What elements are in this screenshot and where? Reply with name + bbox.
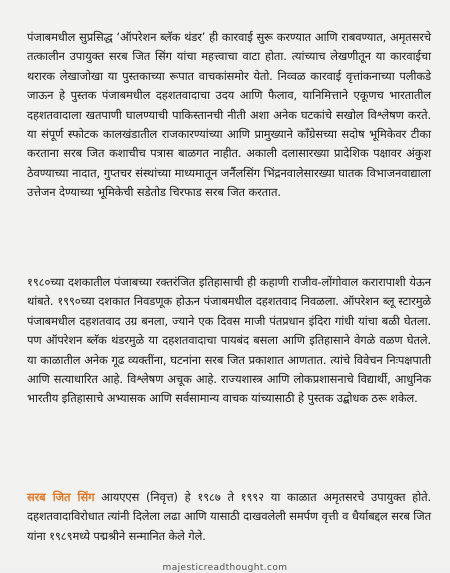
blurb-paragraph-2: १९८०च्या दशकातील पंजाबच्या रक्तरंजित इतिहासाची ही कहाणी राजीव-लोंगोवाल करारापाशी येऊन थांबते. १९९०च्या दशकात निवडणूक होऊन पंजाबमधील दहशतवाद निवळला. ऑपरेशन ब्लू स्टारमुळे पंजाबमधील दहशतवाद उग्र बनला, ज्याने एक दिवस माजी पंतप्रधान इंदिरा गांधी यांचा बळी घेतला. पण ऑपरेशन ब्लॅक थंडरमुळे या दहशतवादाचा पायबंद बसला आणि इतिहासाने वेगळे वळण घेतले. या काळातील अनेक गूढ व्यक्तींना, घटनांना सरब जित प्रकाशात आणतात. त्यांचे विवेचन निःपक्षपाती आणि सत्याधारित आहे. विश्लेषण अचूक आहे. राज्यशास्त्र आणि लोकप्रशासनाचे विद्यार्थी, आधुनिक भारतीय इतिहासाचे अभ्यासक आणि सर्वसामान्य वाचक यांच्यासाठी हे पुस्तक उद्बोधक ठरू शकेल. — [27, 275, 431, 406]
author-bio-paragraph — [27, 488, 431, 546]
footer-url: majesticreadthought.com — [162, 563, 288, 573]
author-bio-text: आयएएस (निवृत्त) हे १९८७ ते १९९२ या काळात अमृतसरचे उपायुक्त होते. दहशतवादाविरोधात त्यांनी दिलेला लढा आणि यासाठी दाखवलेली समर्पण वृत्ती व धैर्याबद्दल सरब जित यांना १९८९मध्ये पद्मश्रीने सन्मानित केले गेले. — [27, 490, 431, 543]
author-name: सरब जित सिंग — [27, 490, 95, 504]
blurb-paragraph-1: पंजाबमधील सुप्रसिद्ध ‘ऑपरेशन ब्लॅक थंडर’ ही कारवाई सुरू करण्यात आणि राबवण्यात, अमृतसरचे तत्कालीन उपायुक्त सरब जित सिंग यांचा महत्त्वाचा वाटा होता. त्यांच्याच लेखणीतून या कारवाईचा थरारक लेखाजोखा या पुस्तकाच्या रूपात वाचकांसमोर येतो. निव्वळ कारवाई वृत्तांकनाच्या पलीकडे जाऊन हे पुस्तक पंजाबमधील दहशतवादाचा उदय आणि फैलाव, यानिमित्ताने एकूणच भारतातील दहशतवादाला खतपाणी घालण्याची पाकिस्तानची नीती अशा अनेक घटकांचे सखोल विश्लेषण करते. या संपूर्ण स्फोटक कालखंडातील राजकारण्यांच्या आणि प्रामुख्याने काँग्रेसच्या सदोष भूमिकेवर टीका करताना सरब जित कशाचीच पत्रास बाळगत नाहीत. अकाली दलासारख्या प्रादेशिक पक्षावर अंकुश ठेवण्याच्या नादात, गुप्तचर संस्थांच्या माध्यमातून जर्नैलसिंग भिंद्रनवालेसारख्या घातक विभाजनवाद्याला उत्तेजन देण्याच्या भूमिकेची सडेतोड चिरफाड सरब जित करतात. — [27, 30, 431, 200]
